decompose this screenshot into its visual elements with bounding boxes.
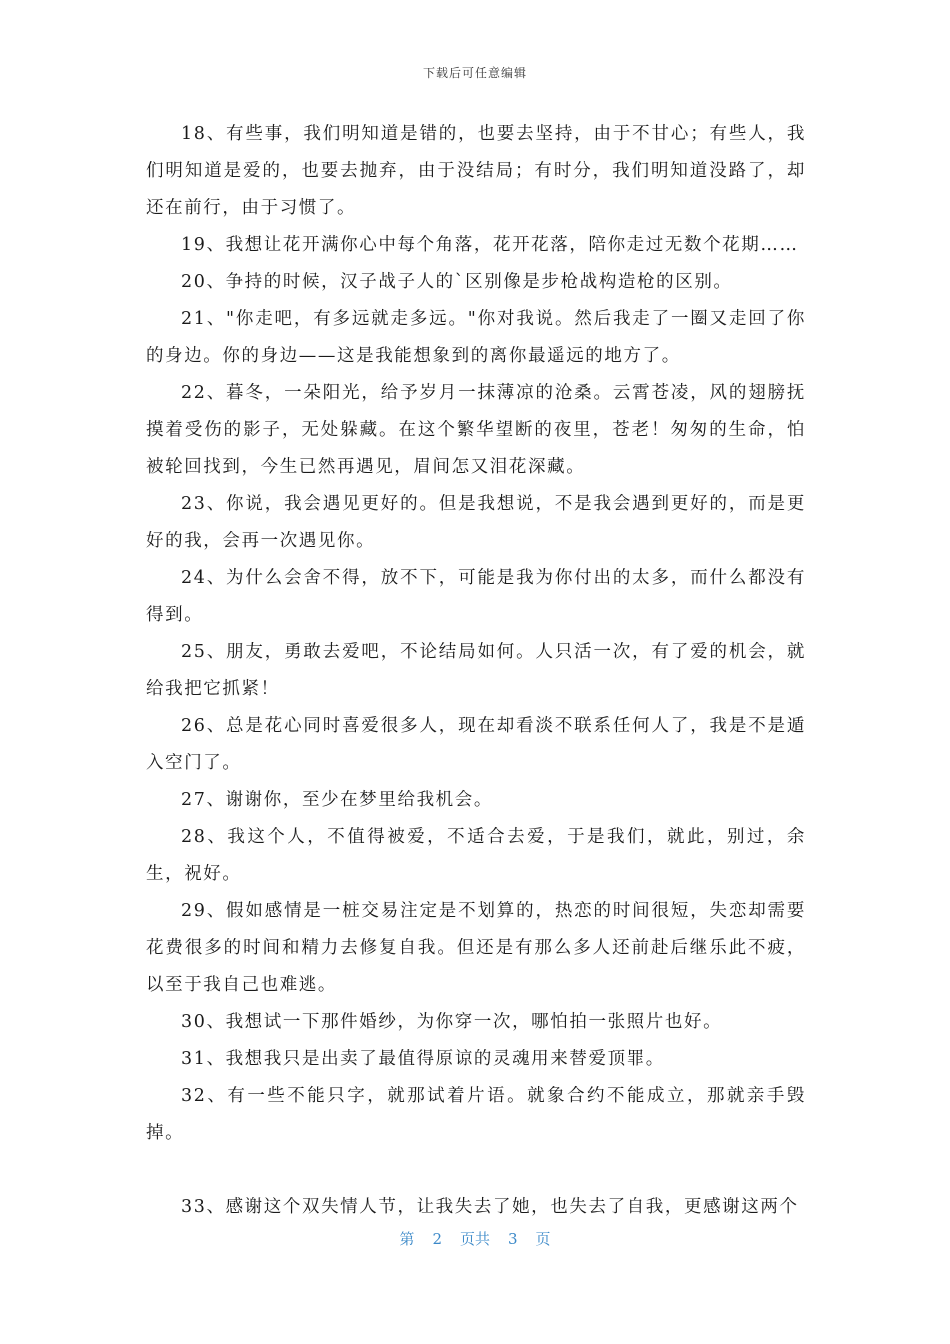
- paragraph-21: 21、"你走吧，有多远就走多远。"你对我说。然后我走了一圈又走回了你的身边。你的身边——这是我能想象到的离你最遥远的地方了。: [146, 309, 806, 366]
- page-label-prefix: 第: [399, 1230, 415, 1248]
- page-footer: [0, 1228, 950, 1249]
- paragraph-19: 19、我想让花开满你心中每个角落，花开花落，陪你走过无数个花期……: [181, 235, 799, 255]
- total-pages-number: 3: [508, 1230, 518, 1248]
- header-text: 下载后可任意编辑: [422, 66, 527, 80]
- paragraph-26: 26、总是花心同时喜爱很多人，现在却看淡不联系任何人了，我是不是遁入空门了。: [146, 716, 806, 773]
- paragraph-31: 31、我想我只是出卖了最值得原谅的灵魂用来替爱顶罪。: [181, 1049, 665, 1069]
- paragraph-22: 22、暮冬，一朵阳光，给予岁月一抹薄凉的沧桑。云霄苍凌，风的翅膀抚摸着受伤的影子，无处躲藏。在这个繁华望断的夜里，苍老！匆匆的生命，怕被轮回找到，今生已然再遇见，眉间怎又泪花深藏。: [146, 383, 806, 477]
- page-header: [0, 64, 950, 81]
- paragraph-27: 27、谢谢你，至少在梦里给我机会。: [181, 790, 493, 810]
- page-label-suffix: 页: [535, 1230, 551, 1248]
- current-page-number: 2: [432, 1230, 442, 1248]
- page-label-mid: 页共: [459, 1230, 490, 1248]
- paragraph-30: 30、我想试一下那件婚纱，为你穿一次，哪怕拍一张照片也好。: [181, 1012, 723, 1032]
- paragraph-28: 28、我这个人，不值得被爱，不适合去爱，于是我们，就此，别过，余生，祝好。: [146, 827, 806, 884]
- paragraph-20: 20、争持的时候，汉子战子人的`区别像是步枪战构造枪的区别。: [181, 272, 733, 292]
- paragraph-32: 32、有一些不能只字，就那试着片语。就象合约不能成立，那就亲手毁掉。: [146, 1086, 806, 1143]
- paragraph-24: 24、为什么会舍不得，放不下，可能是我为你付出的太多，而什么都没有得到。: [146, 568, 806, 625]
- paragraph-18: 18、有些事，我们明知道是错的，也要去坚持，由于不甘心；有些人，我们明知道是爱的，也要去抛弃，由于没结局；有时分，我们明知道没路了，却还在前行，由于习惯了。: [146, 124, 806, 218]
- paragraph-25: 25、朋友，勇敢去爱吧，不论结局如何。人只活一次，有了爱的机会，就给我把它抓紧！: [146, 642, 806, 699]
- paragraph-23: 23、你说，我会遇见更好的。但是我想说，不是我会遇到更好的，而是更好的我，会再一次遇见你。: [146, 494, 806, 551]
- paragraph-33: 33、感谢这个双失情人节，让我失去了她，也失去了自我，更感谢这两个: [181, 1197, 799, 1217]
- document-body: [146, 116, 806, 1226]
- paragraph-29: 29、假如感情是一桩交易注定是不划算的，热恋的时间很短，失恋却需要花费很多的时间和精力去修复自我。但还是有那么多人还前赴后继乐此不疲，以至于我自己也难逃。: [146, 901, 806, 995]
